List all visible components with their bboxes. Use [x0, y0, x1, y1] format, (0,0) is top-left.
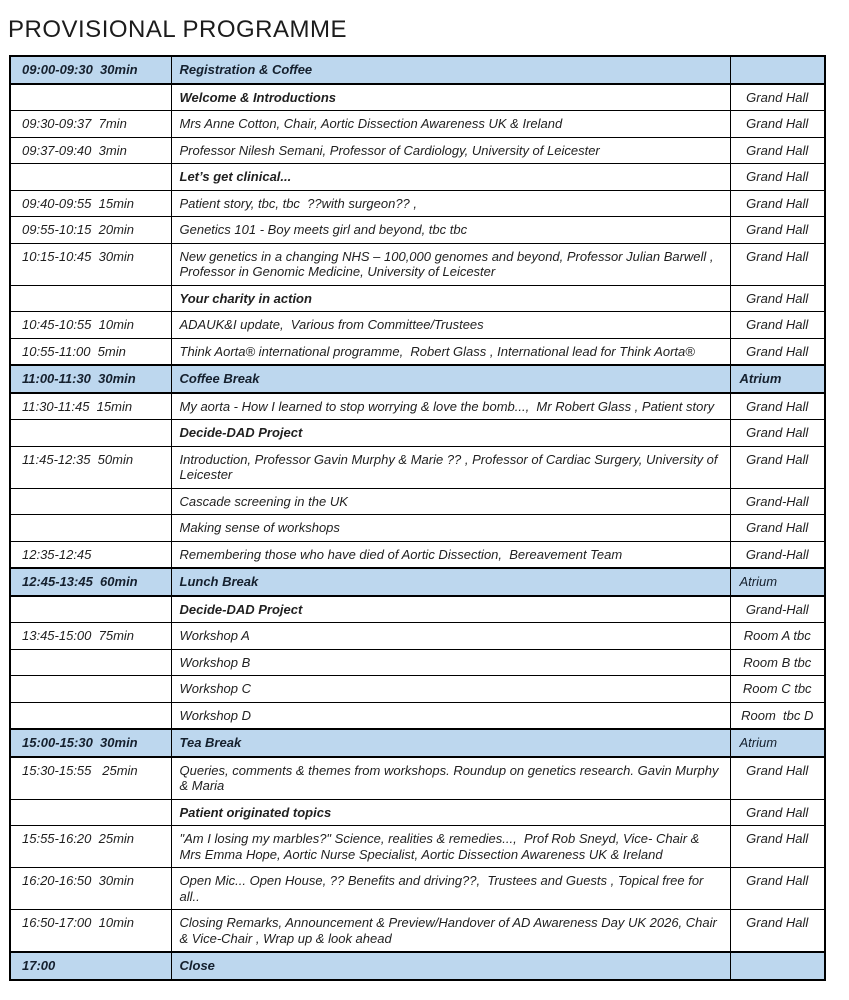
session-row [10, 243, 825, 285]
location-cell: Room C tbc [730, 676, 825, 703]
location-cell: Grand-Hall [730, 488, 825, 515]
session-row [10, 488, 825, 515]
session-cell: Let’s get clinical... [171, 164, 730, 191]
time-cell: 10:45-10:55 10min [10, 312, 171, 339]
location-cell: Grand Hall [730, 393, 825, 420]
session-cell: Cascade screening in the UK [171, 488, 730, 515]
session-cell: New genetics in a changing NHS – 100,000 genomes and beyond, Professor Julian Barwell , Professor in Genomic Medicine, University of Leicester [171, 243, 730, 285]
session-cell: Think Aorta® international programme, Robert Glass , International lead for Think Aorta® [171, 338, 730, 365]
session-row [10, 826, 825, 868]
time-cell [10, 676, 171, 703]
session-cell: "Am I losing my marbles?" Science, realities & remedies..., Prof Rob Sneyd, Vice- Chair & Mrs Emma Hope, Aortic Nurse Specialist, Aortic Dissection Awareness UK & Ireland [171, 826, 730, 868]
time-cell [10, 649, 171, 676]
location-cell: Grand Hall [730, 111, 825, 138]
session-cell: Genetics 101 - Boy meets girl and beyond, tbc tbc [171, 217, 730, 244]
time-cell: 12:35-12:45 [10, 541, 171, 568]
session-cell: Introduction, Professor Gavin Murphy & Marie ?? , Professor of Cardiac Surgery, University of Leicester [171, 446, 730, 488]
time-cell [10, 285, 171, 312]
location-cell: Grand Hall [730, 285, 825, 312]
session-cell: Lunch Break [171, 568, 730, 596]
session-row [10, 190, 825, 217]
location-cell: Grand Hall [730, 910, 825, 953]
session-row [10, 757, 825, 800]
time-cell: 16:50-17:00 10min [10, 910, 171, 953]
session-cell: Making sense of workshops [171, 515, 730, 542]
session-row [10, 910, 825, 953]
break-row [10, 729, 825, 757]
location-cell [730, 56, 825, 84]
time-cell: 09:40-09:55 15min [10, 190, 171, 217]
time-cell: 11:30-11:45 15min [10, 393, 171, 420]
time-cell: 12:45-13:45 60min [10, 568, 171, 596]
session-cell: Closing Remarks, Announcement & Preview/Handover of AD Awareness Day UK 2026, Chair & Vice-Chair , Wrap up & look ahead [171, 910, 730, 953]
session-row [10, 312, 825, 339]
session-cell: Registration & Coffee [171, 56, 730, 84]
session-cell: Close [171, 952, 730, 980]
session-cell: ADAUK&I update, Various from Committee/Trustees [171, 312, 730, 339]
location-cell: Grand Hall [730, 137, 825, 164]
session-cell: Workshop D [171, 702, 730, 729]
location-cell: Grand Hall [730, 190, 825, 217]
session-cell: Tea Break [171, 729, 730, 757]
session-cell: Decide-DAD Project [171, 420, 730, 447]
location-cell: Grand Hall [730, 312, 825, 339]
location-cell: Grand Hall [730, 868, 825, 910]
session-row [10, 799, 825, 826]
location-cell: Grand-Hall [730, 596, 825, 623]
location-cell: Grand Hall [730, 338, 825, 365]
session-row [10, 541, 825, 568]
time-cell: 15:00-15:30 30min [10, 729, 171, 757]
break-row [10, 952, 825, 980]
break-row [10, 56, 825, 84]
location-cell: Room A tbc [730, 623, 825, 650]
time-cell: 17:00 [10, 952, 171, 980]
location-cell: Grand Hall [730, 446, 825, 488]
time-cell: 10:15-10:45 30min [10, 243, 171, 285]
session-row [10, 868, 825, 910]
location-cell: Grand Hall [730, 515, 825, 542]
session-cell: Your charity in action [171, 285, 730, 312]
session-row [10, 84, 825, 111]
time-cell: 15:55-16:20 25min [10, 826, 171, 868]
location-cell: Atrium [730, 568, 825, 596]
session-cell: Open Mic... Open House, ?? Benefits and driving??, Trustees and Guests , Topical free for all.. [171, 868, 730, 910]
break-row [10, 568, 825, 596]
time-cell: 16:20-16:50 30min [10, 868, 171, 910]
time-cell: 15:30-15:55 25min [10, 757, 171, 800]
location-cell: Grand Hall [730, 84, 825, 111]
session-cell: Professor Nilesh Semani, Professor of Cardiology, University of Leicester [171, 137, 730, 164]
programme-table [9, 55, 826, 981]
location-cell: Room tbc D [730, 702, 825, 729]
session-cell: Patient story, tbc, tbc ??with surgeon?? , [171, 190, 730, 217]
session-row [10, 446, 825, 488]
session-row [10, 676, 825, 703]
time-cell [10, 702, 171, 729]
session-row [10, 393, 825, 420]
session-row [10, 596, 825, 623]
session-row [10, 285, 825, 312]
session-cell: Remembering those who have died of Aortic Dissection, Bereavement Team [171, 541, 730, 568]
time-cell: 11:45-12:35 50min [10, 446, 171, 488]
time-cell: 11:00-11:30 30min [10, 365, 171, 393]
session-row [10, 623, 825, 650]
session-cell: Patient originated topics [171, 799, 730, 826]
time-cell: 09:00-09:30 30min [10, 56, 171, 84]
location-cell: Grand-Hall [730, 541, 825, 568]
location-cell: Grand Hall [730, 217, 825, 244]
session-row [10, 217, 825, 244]
time-cell [10, 596, 171, 623]
time-cell: 09:30-09:37 7min [10, 111, 171, 138]
session-row [10, 515, 825, 542]
session-row [10, 338, 825, 365]
time-cell [10, 515, 171, 542]
session-row [10, 649, 825, 676]
page-title: PROVISIONAL PROGRAMME [8, 16, 347, 43]
time-cell [10, 164, 171, 191]
break-row [10, 365, 825, 393]
session-cell: Workshop C [171, 676, 730, 703]
session-cell: My aorta - How I learned to stop worrying & love the bomb..., Mr Robert Glass , Patient story [171, 393, 730, 420]
session-cell: Queries, comments & themes from workshops. Roundup on genetics research. Gavin Murphy & Maria [171, 757, 730, 800]
location-cell [730, 952, 825, 980]
session-row [10, 420, 825, 447]
time-cell: 13:45-15:00 75min [10, 623, 171, 650]
session-cell: Coffee Break [171, 365, 730, 393]
time-cell [10, 420, 171, 447]
time-cell: 10:55-11:00 5min [10, 338, 171, 365]
location-cell: Room B tbc [730, 649, 825, 676]
session-cell: Welcome & Introductions [171, 84, 730, 111]
session-cell: Workshop B [171, 649, 730, 676]
location-cell: Grand Hall [730, 243, 825, 285]
location-cell: Atrium [730, 729, 825, 757]
location-cell: Grand Hall [730, 799, 825, 826]
session-row [10, 137, 825, 164]
session-row [10, 111, 825, 138]
location-cell: Grand Hall [730, 164, 825, 191]
time-cell: 09:55-10:15 20min [10, 217, 171, 244]
location-cell: Grand Hall [730, 420, 825, 447]
time-cell [10, 799, 171, 826]
session-cell: Workshop A [171, 623, 730, 650]
time-cell [10, 488, 171, 515]
location-cell: Atrium [730, 365, 825, 393]
time-cell [10, 84, 171, 111]
time-cell: 09:37-09:40 3min [10, 137, 171, 164]
location-cell: Grand Hall [730, 826, 825, 868]
session-row [10, 702, 825, 729]
session-cell: Mrs Anne Cotton, Chair, Aortic Dissection Awareness UK & Ireland [171, 111, 730, 138]
session-row [10, 164, 825, 191]
session-cell: Decide-DAD Project [171, 596, 730, 623]
location-cell: Grand Hall [730, 757, 825, 800]
programme-table-body [10, 56, 825, 980]
